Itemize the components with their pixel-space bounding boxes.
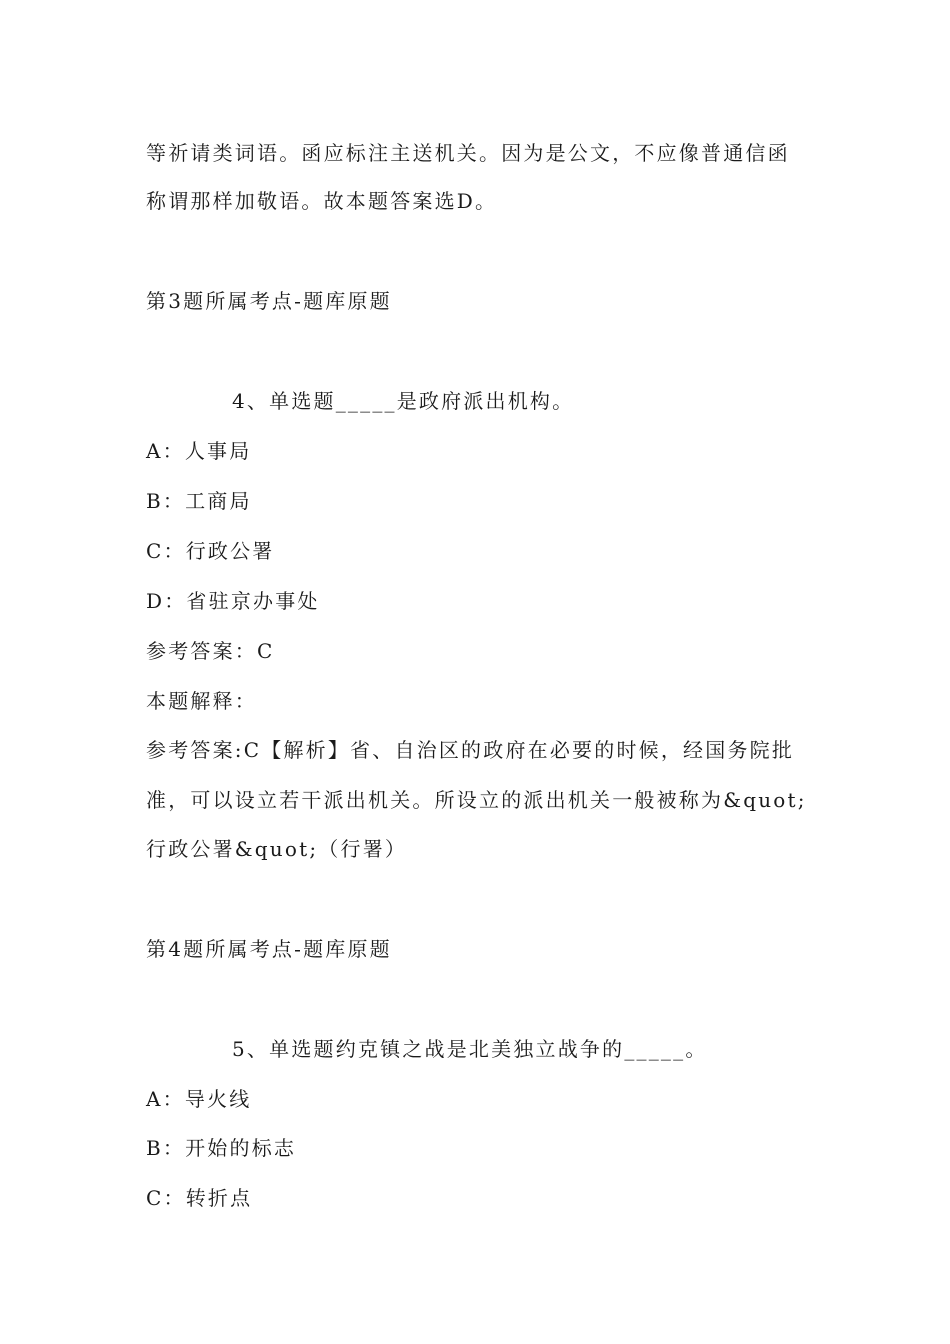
q4-option-a: A：人事局 (146, 439, 252, 463)
q5-stem: 5、单选题约克镇之战是北美独立战争的_____。 (232, 1037, 708, 1061)
q5-option-c: C：转折点 (146, 1186, 253, 1210)
q4-option-c: C：行政公署 (146, 539, 275, 563)
q4-explanation-line-3: 行政公署&quot;（行署） (146, 837, 408, 861)
q4-answer: 参考答案：C (146, 639, 275, 663)
q3-explanation-line-1: 等祈请类词语。函应标注主送机关。因为是公文，不应像普通信函 (146, 141, 790, 165)
q3-explanation-line-2: 称谓那样加敬语。故本题答案选D。 (146, 189, 498, 213)
q4-option-b: B：工商局 (146, 489, 252, 513)
q4-explanation-line-1: 参考答案:C【解析】省、自治区的政府在必要的时候，经国务院批 (146, 738, 795, 762)
q3-topic: 第3题所属考点-题库原题 (146, 289, 392, 313)
q5-option-b: B：开始的标志 (146, 1136, 297, 1160)
q4-explanation-line-2: 准，可以设立若干派出机关。所设立的派出机关一般被称为&quot; (146, 788, 807, 812)
q4-topic: 第4题所属考点-题库原题 (146, 937, 392, 961)
q5-option-a: A：导火线 (146, 1087, 252, 1111)
q4-stem: 4、单选题_____是政府派出机构。 (232, 389, 575, 413)
q4-explanation-label: 本题解释： (146, 689, 257, 713)
q4-option-d: D：省驻京办事处 (146, 589, 320, 613)
